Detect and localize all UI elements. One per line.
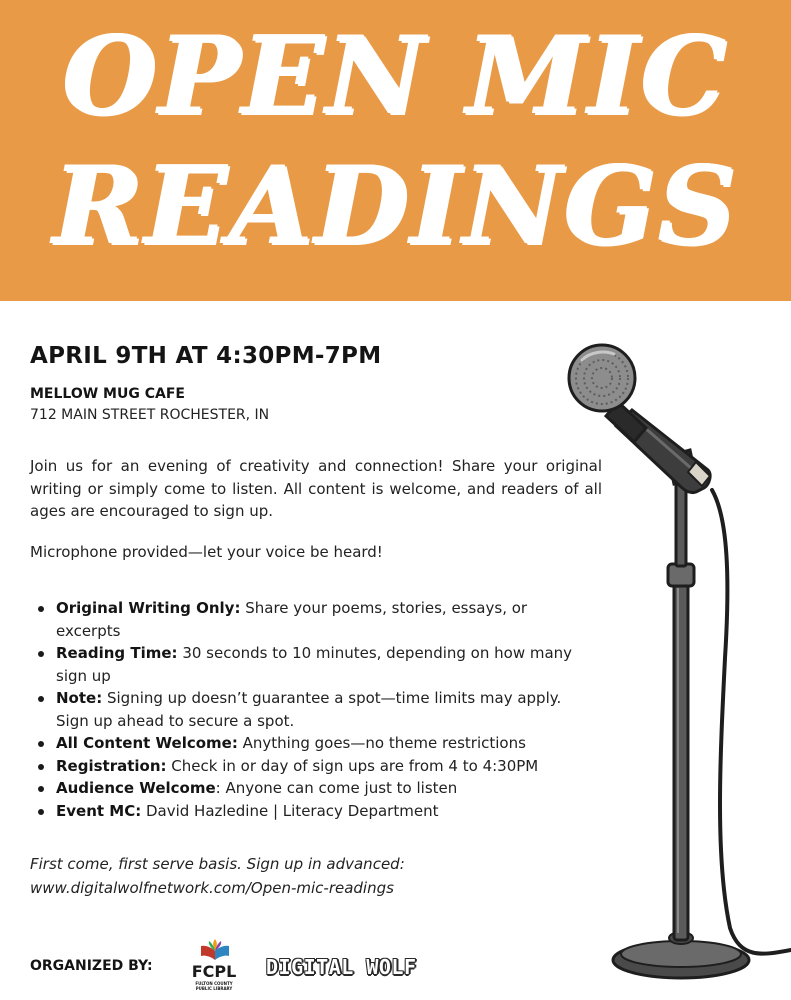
event-date: APRIL 9TH AT 4:30PM-7PM bbox=[30, 343, 382, 369]
list-item bbox=[56, 687, 586, 732]
list-item bbox=[56, 732, 586, 755]
fcpl-logo bbox=[188, 938, 240, 994]
detail-text: David Hazledine | Literacy Department bbox=[141, 801, 439, 820]
detail-label: Reading Time: bbox=[56, 644, 178, 662]
list-item bbox=[56, 800, 586, 823]
microphone-icon bbox=[560, 338, 791, 988]
fcpl-book-icon bbox=[200, 938, 230, 962]
signup-note-line-1: First come, first serve basis. Sign up in advanced: bbox=[30, 855, 405, 873]
detail-label: Note: bbox=[56, 689, 103, 707]
detail-text: Share your poems, stories, essays, or excerpts bbox=[56, 599, 528, 640]
list-item bbox=[56, 755, 586, 778]
detail-label: Event MC: bbox=[56, 801, 142, 820]
microphone-note: Microphone provided—let your voice be heard! bbox=[30, 543, 383, 561]
fcpl-wordmark: FCPL bbox=[191, 962, 237, 981]
title-banner bbox=[0, 0, 791, 301]
detail-label: All Content Welcome: bbox=[56, 734, 238, 752]
event-venue: MELLOW MUG CAFE bbox=[30, 386, 185, 402]
event-address: 712 MAIN STREET ROCHESTER, IN bbox=[30, 407, 270, 423]
fcpl-subtitle-line-1: FULTON COUNTY bbox=[195, 981, 233, 986]
digital-wolf-logo: DIGITAL WOLF bbox=[266, 955, 417, 979]
details-list bbox=[56, 597, 586, 822]
list-item bbox=[56, 777, 586, 800]
signup-url[interactable]: www.digitalwolfnetwork.com/Open-mic-readings bbox=[30, 879, 394, 897]
detail-label: Original Writing Only: bbox=[56, 599, 241, 617]
detail-text: Anything goes—no theme restrictions bbox=[237, 734, 526, 752]
detail-text: : Anyone can come just to listen bbox=[215, 779, 458, 797]
detail-label: Registration: bbox=[56, 756, 167, 775]
title-line-2: READINGS bbox=[53, 143, 738, 269]
fcpl-subtitle bbox=[188, 981, 240, 991]
intro-paragraph: Join us for an evening of creativity and connection! Share your original writing or simply come to listen. All content is welcome, and readers of all ages are encouraged to sign up. bbox=[30, 457, 602, 520]
fcpl-subtitle-line-2: PUBLIC LIBRARY bbox=[195, 986, 233, 991]
detail-label: Audience Welcome bbox=[56, 779, 216, 797]
organized-by-label: ORGANIZED BY: bbox=[30, 958, 153, 974]
detail-text: Check in or day of sign ups are from 4 to 4:30PM bbox=[166, 756, 539, 775]
detail-text: 30 seconds to 10 minutes, depending on how many sign up bbox=[56, 644, 573, 685]
title-line-1: OPEN MIC bbox=[62, 13, 729, 139]
list-item bbox=[56, 597, 586, 642]
signup-note bbox=[30, 852, 500, 900]
list-item bbox=[56, 642, 586, 687]
detail-text: Signing up doesn’t guarantee a spot—time limits may apply. Sign up ahead to secure a spot. bbox=[56, 689, 562, 730]
